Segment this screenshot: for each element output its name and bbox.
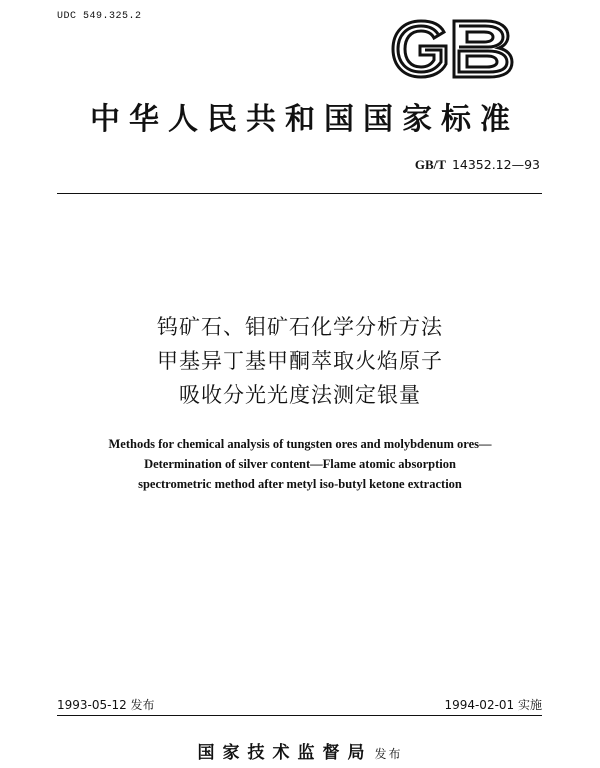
publisher-verb: 发布	[374, 747, 403, 761]
chinese-title-line: 甲基异丁基甲酮萃取火焰原子	[157, 349, 443, 373]
footer-divider	[57, 715, 542, 716]
english-title-line: spectrometric method after metyl iso-butyl ketone extraction	[138, 477, 462, 491]
udc-code: UDC 549.325.2	[57, 11, 142, 22]
standard-number-code: 14352.12—93	[451, 157, 540, 172]
gb-logo	[388, 18, 516, 80]
implementation-date: 1994-02-01 实施	[444, 698, 542, 712]
chinese-title	[0, 310, 600, 412]
header-divider	[57, 193, 542, 194]
national-standard-heading: 中华人民共和国国家标准	[90, 102, 519, 137]
issue-date: 1993-05-12 发布	[57, 698, 155, 712]
chinese-title-line: 钨矿石、钼矿石化学分析方法	[157, 315, 443, 339]
chinese-title-line: 吸收分光光度法测定银量	[179, 383, 421, 407]
standard-number-prefix: GB/T	[414, 157, 446, 172]
publisher-org: 国家技术监督局	[197, 743, 373, 763]
english-title-line: Determination of silver content—Flame atomic absorption	[144, 457, 456, 471]
english-title-line: Methods for chemical analysis of tungsten ores and molybdenum ores—	[108, 437, 492, 451]
english-title	[0, 434, 600, 494]
publisher	[0, 738, 600, 763]
standard-number	[415, 157, 540, 173]
